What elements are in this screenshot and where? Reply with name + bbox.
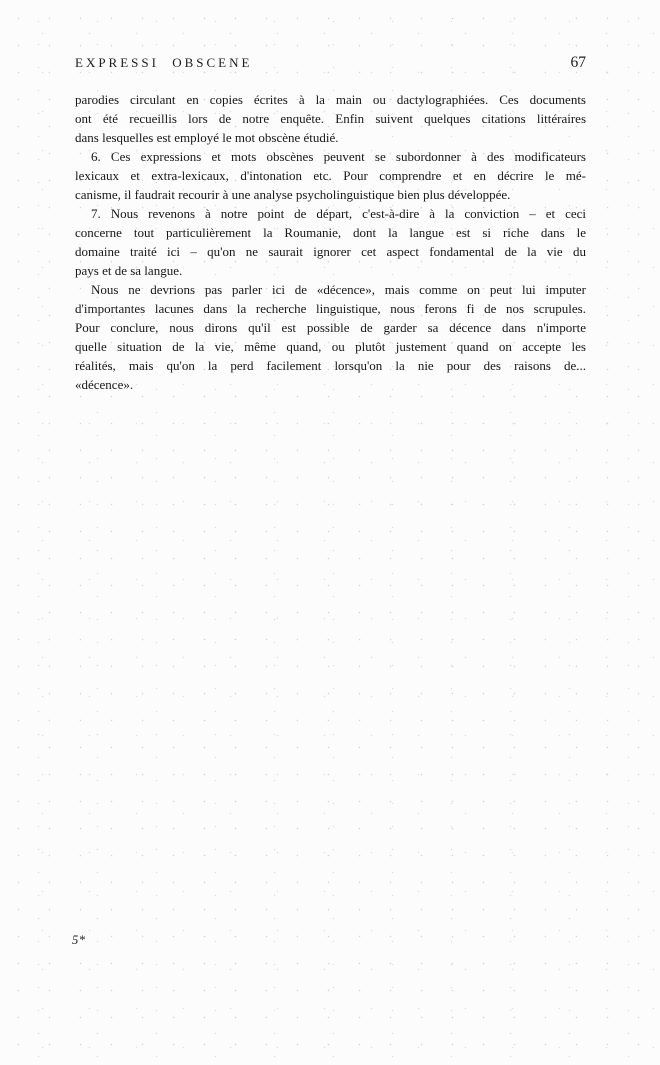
text-line: 7. Nous revenons à notre point de départ, c'est-à-dire à la conviction – et ceci xyxy=(91,206,586,221)
running-title: EXPRESSI OBSCENE xyxy=(75,55,253,70)
text-line: parodies circulant en copies écrites à la main ou dactylographiées. Ces documents xyxy=(75,92,586,107)
text-line: d'importantes lacunes dans la recherche linguistique, nous ferons fi de nos scrupules. xyxy=(75,301,586,316)
text-line: canisme, il faudrait recourir à une analyse psycholinguistique bien plus développée. xyxy=(75,187,511,202)
text-line: lexicaux et extra-lexicaux, d'intonation etc. Pour comprendre et en décrire le mé- xyxy=(75,168,586,183)
signature-mark: 5* xyxy=(72,933,86,947)
page-number: 67 xyxy=(570,54,586,71)
text-line: Pour conclure, nous dirons qu'il est possible de garder sa décence dans n'importe xyxy=(75,320,586,335)
page-header xyxy=(75,54,586,72)
text-line: Nous ne devrions pas parler ici de «décence», mais comme on peut lui imputer xyxy=(91,282,586,297)
body-text xyxy=(75,90,586,394)
text-line: concerne tout particulièrement la Roumanie, dont la langue est si riche dans le xyxy=(75,225,586,240)
text-line: pays et de sa langue. xyxy=(75,263,183,278)
text-line: quelle situation de la vie, même quand, ou plutôt justement quand on accepte les xyxy=(75,339,586,354)
text-line: 6. Ces expressions et mots obscènes peuvent se subordonner à des modificateurs xyxy=(91,149,586,164)
text-line: domaine traité ici – qu'on ne saurait ignorer cet aspect fondamental de la vie du xyxy=(75,244,586,259)
text-line: réalités, mais qu'on la perd facilement lorsqu'on la nie pour des raisons de... xyxy=(75,358,586,373)
text-line: «décence». xyxy=(75,377,134,392)
text-line: ont été recueillis lors de notre enquête. Enfin suivent quelques citations littéraires xyxy=(75,111,586,126)
text-line: dans lesquelles est employé le mot obscène étudié. xyxy=(75,130,339,145)
